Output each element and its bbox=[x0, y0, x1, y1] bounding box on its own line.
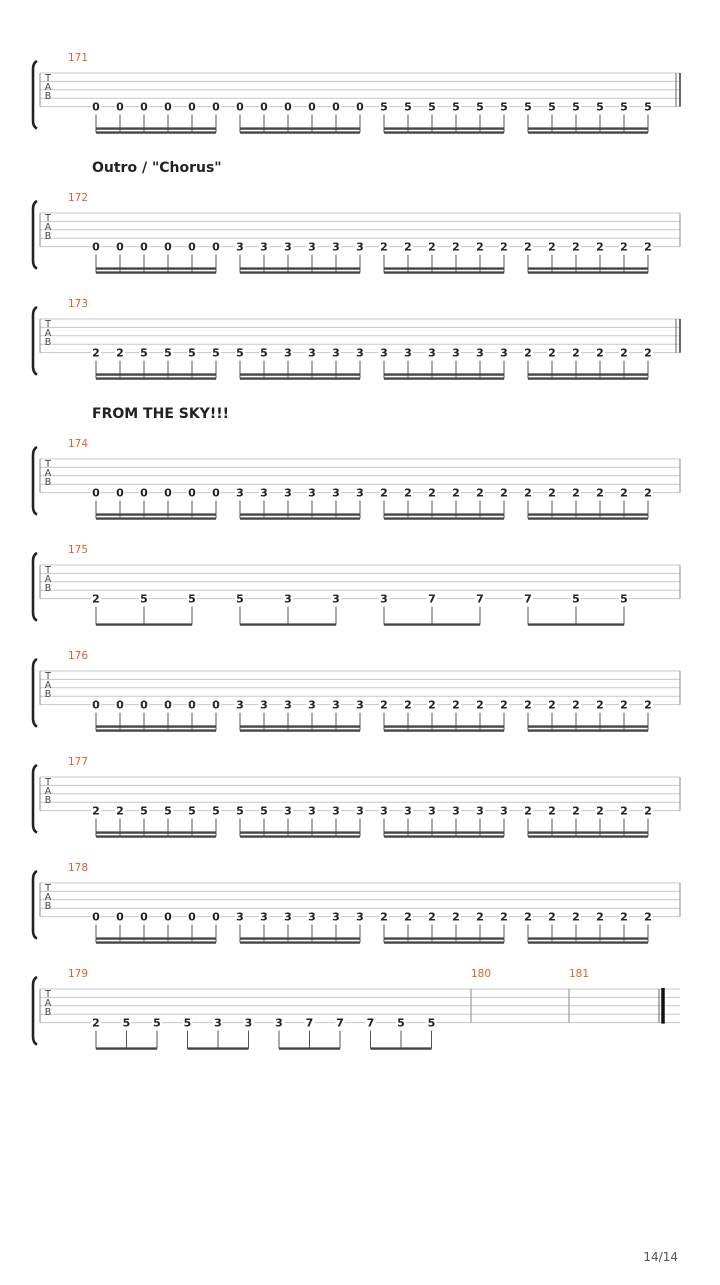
tab-clef-letter: T bbox=[45, 319, 51, 330]
fret-number: 5 bbox=[164, 804, 172, 818]
fret-number: 2 bbox=[428, 486, 436, 500]
fret-number: 5 bbox=[188, 804, 196, 818]
fret-number: 5 bbox=[644, 100, 652, 114]
fret-number: 7 bbox=[476, 592, 484, 606]
tab-clef-letter: B bbox=[44, 337, 52, 348]
tab-clef-letter: A bbox=[44, 892, 52, 903]
tab-clef-letter: A bbox=[44, 82, 52, 93]
fret-number: 3 bbox=[500, 804, 508, 818]
fret-number: 3 bbox=[236, 486, 244, 500]
tab-clef-letter: A bbox=[44, 786, 52, 797]
fret-number: 2 bbox=[476, 240, 484, 254]
fret-number: 0 bbox=[188, 698, 196, 712]
tab-clef-letter: T bbox=[45, 989, 51, 1000]
fret-number: 5 bbox=[212, 346, 220, 360]
fret-number: 7 bbox=[428, 592, 436, 606]
section-title-outro: Outro / "Chorus" bbox=[92, 160, 222, 176]
fret-number: 2 bbox=[524, 910, 532, 924]
fret-number: 5 bbox=[140, 804, 148, 818]
fret-number: 2 bbox=[476, 910, 484, 924]
fret-number: 0 bbox=[116, 100, 124, 114]
tab-clef-letter: B bbox=[44, 231, 52, 242]
fret-number: 2 bbox=[92, 346, 100, 360]
tab-clef-letter: T bbox=[45, 883, 51, 894]
fret-number: 0 bbox=[188, 910, 196, 924]
fret-number: 2 bbox=[452, 240, 460, 254]
fret-number: 2 bbox=[116, 804, 124, 818]
fret-number: 5 bbox=[620, 100, 628, 114]
fret-number: 5 bbox=[260, 804, 268, 818]
fret-number: 2 bbox=[620, 346, 628, 360]
fret-number: 0 bbox=[140, 100, 148, 114]
fret-number: 3 bbox=[356, 804, 364, 818]
fret-number: 0 bbox=[164, 910, 172, 924]
fret-number: 3 bbox=[500, 346, 508, 360]
tab-clef-letter: B bbox=[44, 583, 52, 594]
fret-number: 2 bbox=[452, 910, 460, 924]
page-number: 14/14 bbox=[643, 1250, 678, 1264]
fret-number: 3 bbox=[308, 698, 316, 712]
fret-number: 7 bbox=[305, 1016, 314, 1030]
fret-number: 2 bbox=[572, 698, 580, 712]
fret-number: 3 bbox=[356, 486, 364, 500]
fret-number: 2 bbox=[620, 240, 628, 254]
fret-number: 0 bbox=[164, 698, 172, 712]
fret-number: 0 bbox=[140, 698, 148, 712]
measure-number: 173 bbox=[68, 298, 89, 310]
fret-number: 2 bbox=[500, 698, 508, 712]
tab-clef-letter: B bbox=[44, 689, 52, 700]
fret-number: 5 bbox=[397, 1016, 405, 1030]
fret-number: 2 bbox=[644, 804, 652, 818]
tab-clef-letter: A bbox=[44, 222, 52, 233]
fret-number: 7 bbox=[336, 1016, 344, 1030]
fret-number: 2 bbox=[380, 698, 388, 712]
fret-number: 0 bbox=[164, 240, 172, 254]
fret-number: 2 bbox=[644, 486, 652, 500]
fret-number: 2 bbox=[572, 486, 580, 500]
fret-number: 5 bbox=[183, 1016, 192, 1030]
fret-number: 5 bbox=[140, 346, 148, 360]
tab-clef-letter: T bbox=[45, 777, 51, 788]
fret-number: 3 bbox=[284, 346, 292, 360]
fret-number: 3 bbox=[356, 346, 364, 360]
fret-number: 7 bbox=[366, 1016, 375, 1030]
measure-number: 171 bbox=[68, 52, 89, 64]
fret-number: 0 bbox=[212, 698, 220, 712]
fret-number: 0 bbox=[116, 486, 124, 500]
fret-number: 5 bbox=[572, 100, 580, 114]
system-bracket bbox=[33, 871, 37, 939]
fret-number: 3 bbox=[332, 346, 340, 360]
fret-number: 2 bbox=[404, 240, 412, 254]
fret-number: 5 bbox=[236, 592, 244, 606]
fret-number: 2 bbox=[380, 910, 388, 924]
fret-number: 3 bbox=[308, 486, 316, 500]
fret-number: 2 bbox=[548, 346, 556, 360]
fret-number: 2 bbox=[476, 486, 484, 500]
tab-clef-letter: T bbox=[45, 73, 51, 84]
measure-number: 172 bbox=[68, 192, 89, 204]
tab-clef-letter: A bbox=[44, 468, 52, 479]
system-bracket bbox=[33, 447, 37, 515]
section-title-from-the-sky: FROM THE SKY!!! bbox=[92, 406, 229, 422]
fret-number: 2 bbox=[92, 1016, 100, 1030]
fret-number: 5 bbox=[153, 1016, 161, 1030]
fret-number: 3 bbox=[380, 592, 388, 606]
tab-clef-letter: A bbox=[44, 574, 52, 585]
tab-clef-letter: B bbox=[44, 91, 52, 102]
measure-number: 178 bbox=[68, 862, 89, 874]
measure-number: 180 bbox=[471, 968, 492, 980]
fret-number: 5 bbox=[260, 346, 268, 360]
fret-number: 0 bbox=[92, 698, 100, 712]
fret-number: 2 bbox=[644, 346, 652, 360]
fret-number: 3 bbox=[260, 910, 268, 924]
fret-number: 2 bbox=[644, 910, 652, 924]
tab-clef-letter: A bbox=[44, 680, 52, 691]
fret-number: 0 bbox=[164, 486, 172, 500]
fret-number: 2 bbox=[452, 698, 460, 712]
fret-number: 3 bbox=[284, 698, 292, 712]
fret-number: 2 bbox=[524, 698, 532, 712]
fret-number: 5 bbox=[427, 1016, 436, 1030]
fret-number: 2 bbox=[524, 804, 532, 818]
fret-number: 0 bbox=[188, 240, 196, 254]
fret-number: 5 bbox=[188, 592, 196, 606]
fret-number: 5 bbox=[140, 592, 148, 606]
fret-number: 5 bbox=[452, 100, 460, 114]
fret-number: 0 bbox=[92, 486, 100, 500]
fret-number: 2 bbox=[620, 804, 628, 818]
measure-number: 175 bbox=[68, 544, 89, 556]
fret-number: 2 bbox=[548, 910, 556, 924]
fret-number: 0 bbox=[92, 240, 100, 254]
fret-number: 2 bbox=[572, 346, 580, 360]
fret-number: 2 bbox=[452, 486, 460, 500]
fret-number: 0 bbox=[92, 100, 100, 114]
fret-number: 3 bbox=[284, 486, 292, 500]
fret-number: 3 bbox=[332, 486, 340, 500]
fret-number: 2 bbox=[620, 910, 628, 924]
fret-number: 2 bbox=[524, 240, 532, 254]
fret-number: 2 bbox=[596, 346, 604, 360]
fret-number: 0 bbox=[212, 910, 220, 924]
fret-number: 5 bbox=[404, 100, 412, 114]
tab-clef-letter: B bbox=[44, 1007, 52, 1018]
measure-number: 177 bbox=[68, 756, 89, 768]
fret-number: 3 bbox=[332, 910, 340, 924]
fret-number: 3 bbox=[356, 698, 364, 712]
fret-number: 5 bbox=[620, 592, 628, 606]
fret-number: 5 bbox=[236, 346, 244, 360]
system-bracket bbox=[33, 201, 37, 269]
fret-number: 3 bbox=[260, 486, 268, 500]
fret-number: 0 bbox=[284, 100, 292, 114]
fret-number: 3 bbox=[332, 804, 340, 818]
fret-number: 3 bbox=[284, 240, 292, 254]
fret-number: 2 bbox=[596, 804, 604, 818]
fret-number: 3 bbox=[244, 1016, 253, 1030]
fret-number: 3 bbox=[332, 698, 340, 712]
fret-number: 3 bbox=[380, 804, 388, 818]
fret-number: 3 bbox=[380, 346, 388, 360]
fret-number: 2 bbox=[500, 240, 508, 254]
fret-number: 0 bbox=[116, 240, 124, 254]
tab-clef-letter: A bbox=[44, 998, 52, 1009]
fret-number: 2 bbox=[524, 346, 532, 360]
fret-number: 2 bbox=[524, 486, 532, 500]
measure-number: 174 bbox=[68, 438, 89, 450]
fret-number: 0 bbox=[212, 240, 220, 254]
fret-number: 0 bbox=[212, 486, 220, 500]
fret-number: 5 bbox=[596, 100, 604, 114]
fret-number: 2 bbox=[116, 346, 124, 360]
fret-number: 5 bbox=[524, 100, 532, 114]
tab-clef-letter: B bbox=[44, 477, 52, 488]
tab-clef-letter: B bbox=[44, 901, 52, 912]
fret-number: 5 bbox=[476, 100, 484, 114]
measure-number: 176 bbox=[68, 650, 89, 662]
fret-number: 3 bbox=[332, 240, 340, 254]
system-bracket bbox=[33, 61, 37, 129]
fret-number: 2 bbox=[404, 910, 412, 924]
tab-clef-letter: T bbox=[45, 213, 51, 224]
fret-number: 5 bbox=[236, 804, 244, 818]
fret-number: 3 bbox=[476, 346, 484, 360]
fret-number: 3 bbox=[428, 804, 436, 818]
fret-number: 2 bbox=[428, 698, 436, 712]
fret-number: 3 bbox=[476, 804, 484, 818]
fret-number: 2 bbox=[548, 804, 556, 818]
fret-number: 2 bbox=[548, 698, 556, 712]
tab-clef-letter: T bbox=[45, 565, 51, 576]
fret-number: 3 bbox=[404, 804, 412, 818]
fret-number: 2 bbox=[500, 910, 508, 924]
fret-number: 2 bbox=[596, 910, 604, 924]
fret-number: 5 bbox=[212, 804, 220, 818]
fret-number: 5 bbox=[164, 346, 172, 360]
fret-number: 2 bbox=[92, 804, 100, 818]
measure-number: 181 bbox=[569, 968, 590, 980]
fret-number: 0 bbox=[356, 100, 364, 114]
fret-number: 2 bbox=[620, 698, 628, 712]
fret-number: 0 bbox=[188, 100, 196, 114]
fret-number: 0 bbox=[116, 698, 124, 712]
fret-number: 0 bbox=[140, 486, 148, 500]
tab-clef-letter: T bbox=[45, 459, 51, 470]
fret-number: 5 bbox=[500, 100, 508, 114]
fret-number: 3 bbox=[308, 804, 316, 818]
fret-number: 2 bbox=[572, 910, 580, 924]
fret-number: 2 bbox=[500, 486, 508, 500]
fret-number: 0 bbox=[188, 486, 196, 500]
tab-clef-letter: T bbox=[45, 671, 51, 682]
fret-number: 3 bbox=[332, 592, 340, 606]
fret-number: 5 bbox=[380, 100, 388, 114]
fret-number: 2 bbox=[548, 486, 556, 500]
fret-number: 2 bbox=[548, 240, 556, 254]
fret-number: 3 bbox=[260, 240, 268, 254]
fret-number: 3 bbox=[236, 240, 244, 254]
fret-number: 3 bbox=[308, 910, 316, 924]
fret-number: 5 bbox=[428, 100, 436, 114]
fret-number: 3 bbox=[260, 698, 268, 712]
fret-number: 3 bbox=[308, 240, 316, 254]
fret-number: 2 bbox=[644, 698, 652, 712]
tab-clef-letter: A bbox=[44, 328, 52, 339]
fret-number: 7 bbox=[524, 592, 532, 606]
fret-number: 2 bbox=[596, 486, 604, 500]
fret-number: 3 bbox=[284, 592, 292, 606]
fret-number: 3 bbox=[284, 910, 292, 924]
fret-number: 0 bbox=[236, 100, 244, 114]
fret-number: 2 bbox=[380, 486, 388, 500]
measure-number: 179 bbox=[68, 968, 89, 980]
fret-number: 0 bbox=[140, 910, 148, 924]
fret-number: 0 bbox=[140, 240, 148, 254]
fret-number: 3 bbox=[404, 346, 412, 360]
fret-number: 3 bbox=[236, 698, 244, 712]
fret-number: 3 bbox=[214, 1016, 222, 1030]
tab-clef-letter: B bbox=[44, 795, 52, 806]
fret-number: 3 bbox=[452, 804, 460, 818]
fret-number: 2 bbox=[572, 240, 580, 254]
fret-number: 2 bbox=[620, 486, 628, 500]
fret-number: 2 bbox=[380, 240, 388, 254]
fret-number: 0 bbox=[212, 100, 220, 114]
fret-number: 3 bbox=[308, 346, 316, 360]
system-bracket bbox=[33, 307, 37, 375]
fret-number: 3 bbox=[275, 1016, 283, 1030]
fret-number: 5 bbox=[548, 100, 556, 114]
system-bracket bbox=[33, 765, 37, 833]
fret-number: 3 bbox=[356, 240, 364, 254]
fret-number: 2 bbox=[644, 240, 652, 254]
fret-number: 2 bbox=[596, 240, 604, 254]
fret-number: 0 bbox=[164, 100, 172, 114]
fret-number: 2 bbox=[572, 804, 580, 818]
system-bracket bbox=[33, 553, 37, 621]
fret-number: 0 bbox=[260, 100, 268, 114]
fret-number: 3 bbox=[356, 910, 364, 924]
system-bracket bbox=[33, 977, 37, 1045]
fret-number: 0 bbox=[116, 910, 124, 924]
fret-number: 2 bbox=[404, 486, 412, 500]
fret-number: 3 bbox=[428, 346, 436, 360]
fret-number: 3 bbox=[452, 346, 460, 360]
fret-number: 3 bbox=[284, 804, 292, 818]
fret-number: 2 bbox=[428, 910, 436, 924]
fret-number: 2 bbox=[596, 698, 604, 712]
fret-number: 2 bbox=[92, 592, 100, 606]
system-bracket bbox=[33, 659, 37, 727]
fret-number: 5 bbox=[188, 346, 196, 360]
fret-number: 5 bbox=[122, 1016, 131, 1030]
fret-number: 2 bbox=[428, 240, 436, 254]
fret-number: 2 bbox=[404, 698, 412, 712]
fret-number: 5 bbox=[572, 592, 580, 606]
fret-number: 0 bbox=[308, 100, 316, 114]
fret-number: 3 bbox=[236, 910, 244, 924]
fret-number: 2 bbox=[476, 698, 484, 712]
fret-number: 0 bbox=[332, 100, 340, 114]
fret-number: 0 bbox=[92, 910, 100, 924]
